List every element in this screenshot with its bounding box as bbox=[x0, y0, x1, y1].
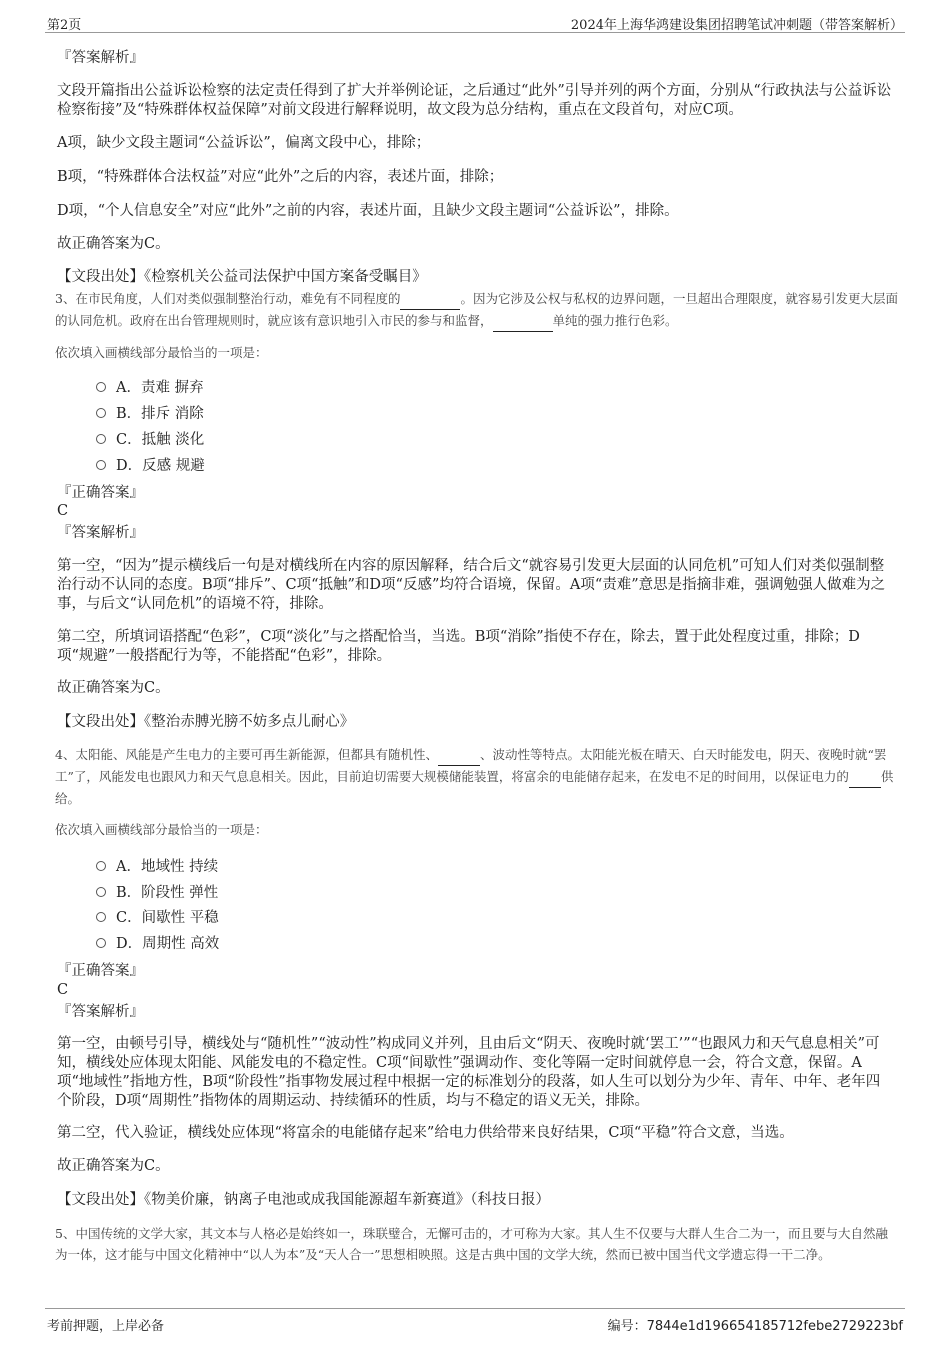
radio-icon[interactable] bbox=[96, 434, 106, 444]
q4-option-c[interactable]: C．间歇性 平稳 bbox=[96, 909, 219, 927]
q4-option-b[interactable]: B．阶段性 弹性 bbox=[96, 884, 218, 902]
q3-option-a[interactable]: A．责难 摒弃 bbox=[96, 379, 204, 397]
q2-analysis-d: D项，“个人信息安全”对应“此外”之前的内容，表述片面，且缺少文段主题词“公益诉讼”，排除。 bbox=[57, 203, 679, 219]
q4-analysis-heading: 『答案解析』 bbox=[57, 1004, 144, 1020]
q4-stem-part2: 、波动性等特点。太阳能光板在晴天、白天时能发电，阴天、夜晚时就“罢工”了，风能发电也跟风力和天气息息相关。因此，目前迫切需要大规模储能装置，将富余的电能储存起来，在发电不足的时间用，以保证电力的 bbox=[55, 747, 887, 784]
q3-stem-part3: 单纯的强力推行色彩。 bbox=[552, 313, 678, 328]
q3-option-d[interactable]: D．反感 规避 bbox=[96, 457, 205, 475]
q3-instruction: 依次填入画横线部分最恰当的一项是： bbox=[55, 345, 268, 360]
page-number: 第2页 bbox=[47, 18, 82, 33]
q2-analysis-heading: 『答案解析』 bbox=[57, 50, 144, 66]
q3-stem-part2: 。因为它涉及公权与私权的边界问题，一旦超出合理限度，就容易引发更大层面的认同危机。政府在出台管理规则时，就应该有意识地引入市民的参与和监督， bbox=[55, 291, 898, 328]
q5-stem: 5、中国传统的文学大家，其文本与人格必是始终如一，珠联璧合，无懈可击的，才可称为大家。其人生不仅要与大群人生合二为一，而且要与大自然融为一体，这才能与中国文化精神中“以人为本”及“天人合一”思想相映照。这是古典中国的文学大统，然而已被中国当代文学遗忘得一干二净。 bbox=[55, 1226, 888, 1262]
q4-conclusion: 故正确答案为C。 bbox=[57, 1158, 170, 1174]
q4-stem bbox=[55, 744, 900, 809]
radio-icon[interactable] bbox=[96, 938, 106, 948]
q2-analysis-a: A项，缺少文段主题词“公益诉讼”，偏离文段中心，排除； bbox=[57, 135, 431, 151]
q4-blank-1 bbox=[438, 744, 480, 766]
q3-stem bbox=[55, 288, 900, 332]
q3-source: 【文段出处】《整治赤膊光膀不妨多点儿耐心》 bbox=[57, 714, 355, 730]
q4-correct-heading: 『正确答案』 bbox=[57, 963, 144, 979]
q4-stem-part3: 供给。 bbox=[55, 769, 894, 806]
radio-icon[interactable] bbox=[96, 887, 106, 897]
q3-option-b[interactable]: B．排斥 消除 bbox=[96, 405, 204, 423]
q3-blank-1 bbox=[400, 288, 460, 310]
q2-analysis-b: B项，“特殊群体合法权益”对应“此外”之后的内容，表述片面，排除； bbox=[57, 169, 504, 185]
q3-analysis-p2: 第二空，所填词语搭配“色彩”，C项“淡化”与之搭配恰当，当选。B项“消除”指使不存在，除去，置于此处程度过重，排除；D项“规避”一般搭配行为等，不能搭配“色彩”，排除。 bbox=[57, 629, 860, 664]
q4-stem-part1: 4、太阳能、风能是产生电力的主要可再生新能源，但都具有随机性、 bbox=[55, 747, 438, 762]
q4-option-d[interactable]: D．周期性 高效 bbox=[96, 935, 219, 953]
q3-analysis-p1: 第一空，“因为”提示横线后一句是对横线所在内容的原因解释，结合后文“就容易引发更大层面的认同危机”可知人们对类似强制整治行动不认同的态度。B项“排斥”、C项“抵触”和D项“反感”均符合语境，保留。A项“责难”意思是指摘非难，强调勉强人做难为之事，与后文“认同危机”的语境不符，排除。 bbox=[57, 558, 886, 612]
q3-stem-part1: 3、在市民角度，人们对类似强制整治行动，难免有不同程度的 bbox=[55, 291, 401, 306]
q3-option-c[interactable]: C．抵触 淡化 bbox=[96, 431, 204, 449]
q3-blank-2 bbox=[493, 310, 553, 332]
q2-source: 【文段出处】《检察机关公益司法保护中国方案备受瞩目》 bbox=[57, 269, 427, 285]
page-header bbox=[45, 12, 905, 33]
q2-conclusion: 故正确答案为C。 bbox=[57, 236, 170, 252]
q4-correct-answer: C bbox=[57, 982, 69, 998]
document-title: 2024年上海华鸿建设集团招聘笔试冲刺题（带答案解析） bbox=[570, 18, 903, 33]
footer-slogan: 考前押题，上岸必备 bbox=[47, 1319, 165, 1334]
radio-icon[interactable] bbox=[96, 382, 106, 392]
q4-instruction: 依次填入画横线部分最恰当的一项是： bbox=[55, 822, 268, 837]
radio-icon[interactable] bbox=[96, 460, 106, 470]
q4-blank-2 bbox=[849, 766, 881, 788]
document-code: 编号：7844e1d196654185712febe2729223bf bbox=[607, 1319, 903, 1334]
radio-icon[interactable] bbox=[96, 408, 106, 418]
q4-analysis-p2: 第二空，代入验证，横线处应体现“将富余的电能储存起来”给电力供给带来良好结果，C项“平稳”符合文意，当选。 bbox=[57, 1125, 794, 1141]
page-footer bbox=[45, 1308, 905, 1335]
q2-analysis-p1: 文段开篇指出公益诉讼检察的法定责任得到了扩大并举例论证，之后通过“此外”引导并列的两个方面，分别从“行政执法与公益诉讼检察衔接”及“特殊群体权益保障”对前文段进行解释说明，故文段为总分结构，重点在文段首句，对应C项。 bbox=[57, 83, 892, 118]
q3-analysis-heading: 『答案解析』 bbox=[57, 525, 144, 541]
q3-correct-answer: C bbox=[57, 503, 69, 519]
radio-icon[interactable] bbox=[96, 912, 106, 922]
q4-source: 【文段出处】《物美价廉，钠离子电池或成我国能源超车新赛道》（科技日报） bbox=[57, 1192, 550, 1208]
q4-analysis-p1: 第一空，由顿号引导，横线处与“随机性”“波动性”构成同义并列，且由后文“阴天、夜晚时就‘罢工’”“也跟风力和天气息息相关”可知，横线处应体现太阳能、风能发电的不稳定性。C项“间歇性”强调动作、变化等隔一定时间就停息一会，符合文意，保留。A项“地域性”指地方性，B项“阶段性”指事物发展过程中根据一定的标准划分的段落，如人生可以划分为少年、青年、中年、老年四个阶段，D项“周期性”指物体的周期运动、持续循环的性质，均与不稳定的语义无关，排除。 bbox=[57, 1036, 881, 1109]
radio-icon[interactable] bbox=[96, 861, 106, 871]
q3-conclusion: 故正确答案为C。 bbox=[57, 680, 170, 696]
q4-option-a[interactable]: A．地域性 持续 bbox=[96, 858, 218, 876]
q3-correct-heading: 『正确答案』 bbox=[57, 485, 144, 501]
